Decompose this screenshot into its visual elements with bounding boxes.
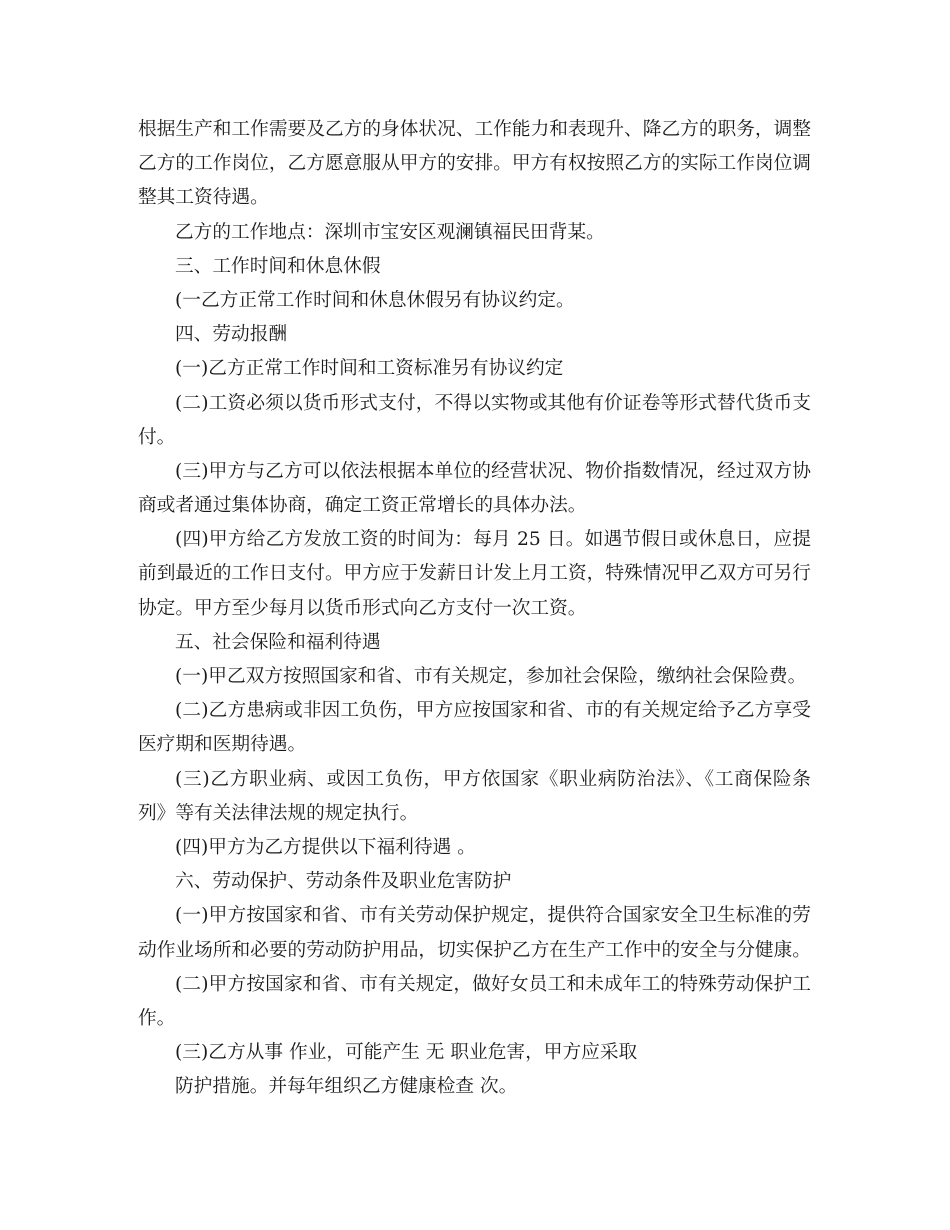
text-line: 作。 xyxy=(138,1007,176,1029)
section-heading-remuneration xyxy=(138,318,811,352)
text-line: (三)甲方与乙方可以依法根据本单位的经营状况、物价指数情况，经过双方协 xyxy=(175,460,811,482)
document-body xyxy=(138,113,811,1104)
text-line: 整其工资待遇。 xyxy=(138,187,269,209)
section-heading: 四、劳动报酬 xyxy=(175,324,288,346)
section-heading-working-hours xyxy=(138,250,811,284)
section-heading-labor-protection xyxy=(138,865,811,899)
text-line: (一)甲方按国家和省、市有关劳动保护规定，提供符合国家安全卫生标准的劳 xyxy=(175,905,811,927)
text-line: (三)乙方从事 作业，可能产生 无 职业危害，甲方应采取 xyxy=(175,1042,638,1064)
text-line: 商或者通过集体协商，确定工资正常增长的具体办法。 xyxy=(138,495,587,517)
text-line: 协定。甲方至少每月以货币形式向乙方支付一次工资。 xyxy=(138,597,587,619)
paragraph-protection-2 xyxy=(138,968,811,1036)
paragraph-insurance-4 xyxy=(138,831,811,865)
text-line: (一乙方正常工作时间和休息休假另有协议约定。 xyxy=(175,289,575,311)
text-line: (二)乙方患病或非因工负伤，甲方应按国家和省、市的有关规定给予乙方享受 xyxy=(175,700,811,722)
paragraph-working-hours-1 xyxy=(138,284,811,318)
text-line: (二)工资必须以货币形式支付，不得以实物或其他有价证卷等形式替代货币支 xyxy=(175,392,811,414)
text-line: 乙方的工作岗位，乙方愿意服从甲方的安排。甲方有权按照乙方的实际工作岗位调 xyxy=(138,153,811,175)
paragraph-job-adjustment xyxy=(138,113,811,216)
text-line: 付。 xyxy=(138,426,176,448)
paragraph-protection-1 xyxy=(138,899,811,967)
text-line: 乙方的工作地点：深圳市宝安区观澜镇福民田背某。 xyxy=(175,221,605,243)
paragraph-remuneration-1 xyxy=(138,352,811,386)
section-heading: 六、劳动保护、劳动条件及职业危害防护 xyxy=(175,871,512,893)
section-heading: 五、社会保险和福利待遇 xyxy=(175,631,381,653)
text-line: 列》等有关法律法规的规定执行。 xyxy=(138,802,419,824)
paragraph-remuneration-3 xyxy=(138,455,811,523)
text-line: 医疗期和医期待遇。 xyxy=(138,734,307,756)
text-line: (二)甲方按国家和省、市有关规定，做好女员工和未成年工的特殊劳动保护工 xyxy=(175,973,811,995)
text-line: 根据生产和工作需要及乙方的身体状况、工作能力和表现升、降乙方的职务，调整 xyxy=(138,119,811,140)
text-line: 防护措施。并每年组织乙方健康检查 次。 xyxy=(175,1076,518,1098)
text-line: (三)乙方职业病、或因工负伤，甲方依国家《职业病防治法》、《工商保险条 xyxy=(175,768,811,790)
paragraph-work-location xyxy=(138,216,811,250)
paragraph-remuneration-2 xyxy=(138,387,811,455)
paragraph-remuneration-4 xyxy=(138,523,811,626)
paragraph-insurance-2 xyxy=(138,694,811,762)
paragraph-insurance-1 xyxy=(138,660,811,694)
text-line: 前到最近的工作日支付。甲方应于发薪日计发上月工资，特殊情况甲乙双方可另行 xyxy=(138,563,811,585)
paragraph-protection-3 xyxy=(138,1036,811,1104)
section-heading: 三、工作时间和休息休假 xyxy=(175,255,381,277)
text-line: (一)乙方正常工作时间和工资标准另有协议约定 xyxy=(175,358,564,380)
text-line: (四)甲方给乙方发放工资的时间为：每月 25 日。如遇节假日或休息日，应提 xyxy=(175,529,811,551)
text-line: (一)甲乙双方按照国家和省、市有关规定，参加社会保险，缴纳社会保险费。 xyxy=(175,666,807,687)
paragraph-insurance-3 xyxy=(138,763,811,831)
text-line: 动作业场所和必要的劳动防护用品，切实保护乙方在生产工作中的安全与分健康。 xyxy=(138,939,811,961)
section-heading-social-insurance xyxy=(138,626,811,660)
text-line: (四)甲方为乙方提供以下福利待遇 。 xyxy=(175,836,476,858)
